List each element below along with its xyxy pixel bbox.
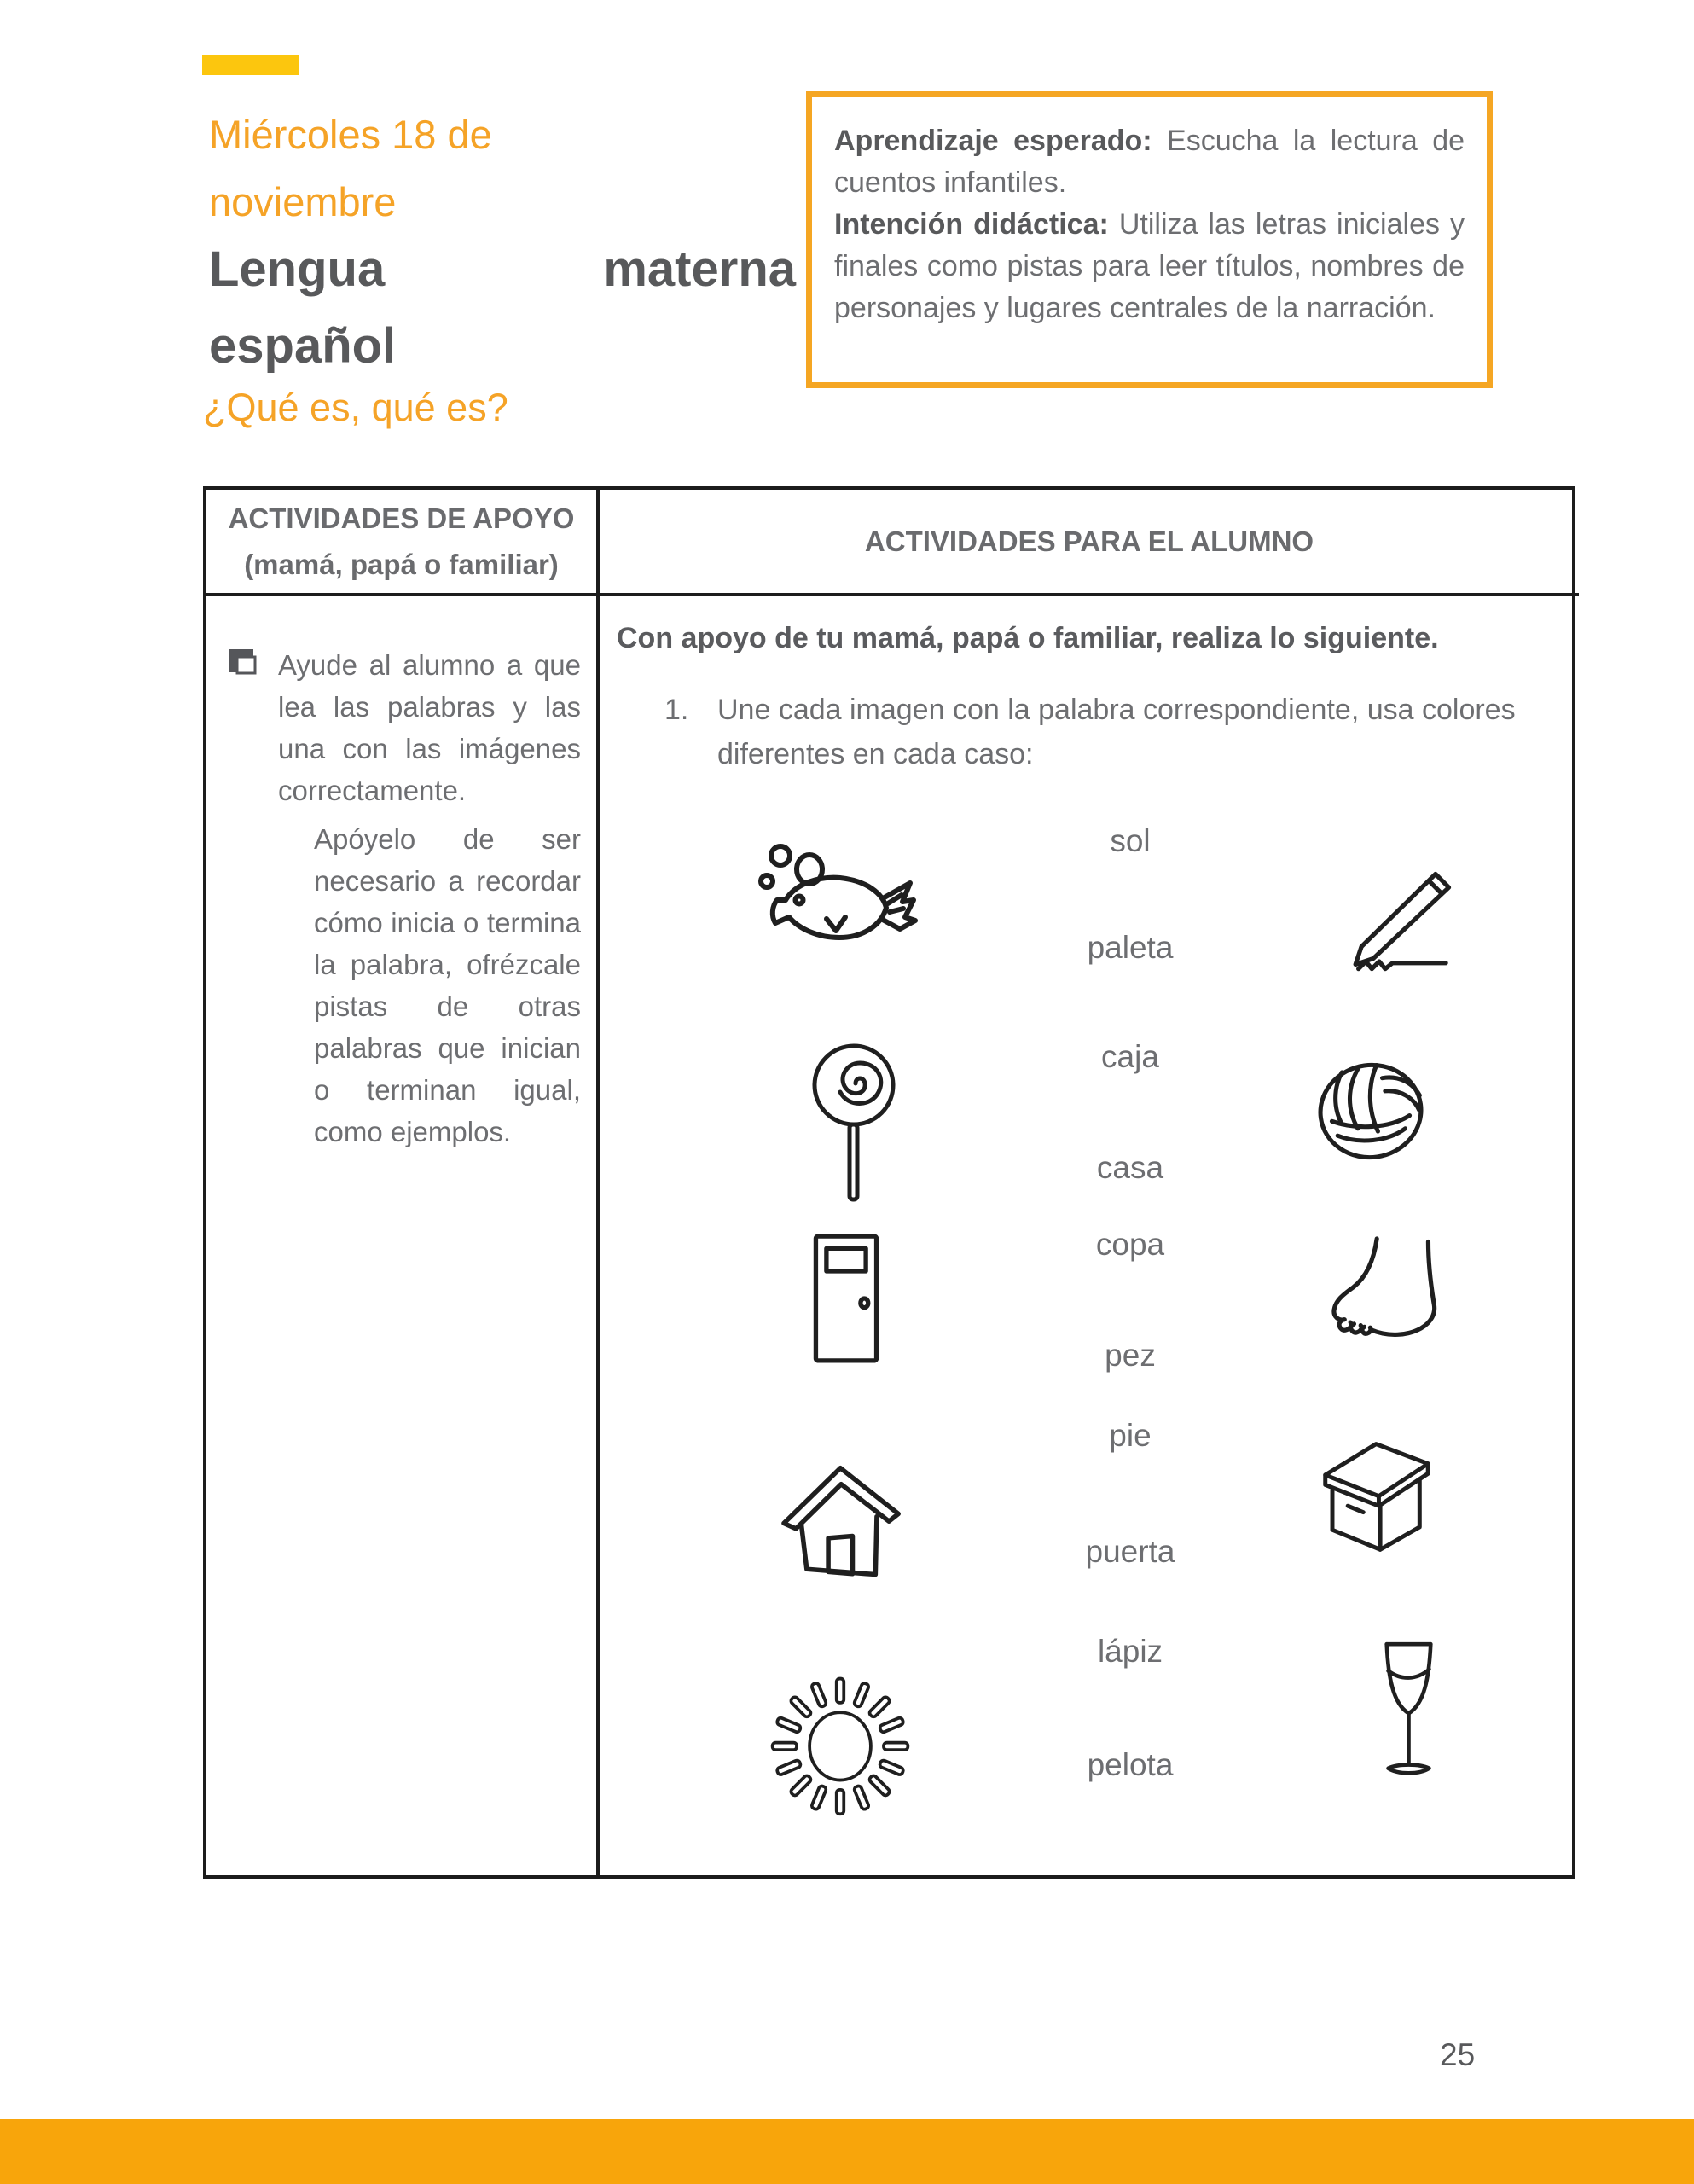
word-pelota: pelota [1087, 1747, 1174, 1782]
date-line1: Miércoles 18 de [209, 112, 492, 157]
instruction-item-text: Une cada imagen con la palabra correspondiente, usa colores diferentes en cada caso: [717, 694, 1516, 770]
subject-line1 [209, 241, 796, 298]
date-heading [209, 101, 492, 235]
house-icon [765, 1455, 914, 1583]
support-bullet-row [229, 644, 583, 811]
word-casa: casa [1096, 1150, 1164, 1185]
instruction-item-1 [617, 688, 1557, 776]
sun-icon [763, 1672, 917, 1817]
activity-title: ¿Qué es, qué es? [203, 386, 508, 429]
expected-learning-paragraph [834, 120, 1465, 204]
matching-exercise [596, 810, 1575, 1877]
table-header-support [206, 490, 600, 596]
table-header-student [600, 490, 1579, 596]
table-header-support-line2: (mamá, papá o familiar) [244, 548, 559, 580]
word-pez: pez [1105, 1338, 1156, 1373]
word-lapiz: lápiz [1097, 1634, 1163, 1669]
lollipop-icon [804, 1034, 902, 1205]
subject-line2: español [209, 318, 397, 374]
page-number: 25 [1440, 2037, 1476, 2072]
subject-heading [209, 241, 796, 375]
word-copa: copa [1095, 1227, 1165, 1262]
word-sol: sol [1110, 823, 1151, 858]
didactic-intent-text: Utiliza las letras iniciales y finales como pistas para leer títulos, nombres de personajes y lugares centrales de la narración. [834, 208, 1465, 324]
support-text-2: Apóyelo de ser necesario a recordar cómo inicia o termina la palabra, ofrézcale pistas de otras palabras que inician o terminan igual, como ejemplos. [314, 823, 581, 1147]
checkbox-bullet-icon [229, 649, 258, 677]
door-icon [808, 1230, 885, 1367]
support-activities-cell [206, 596, 600, 1875]
support-text-1: Ayude al alumno a que lea las palabras y las una con las imágenes correctamente. [278, 649, 581, 806]
table-header-support-line1: ACTIVIDADES DE APOYO [228, 502, 575, 534]
bottom-orange-bar [0, 2119, 1694, 2184]
yellow-accent-bar [202, 55, 299, 75]
date-line2: noviembre [209, 179, 397, 224]
learning-info-box [806, 91, 1493, 388]
subject-word2: materna [603, 241, 796, 297]
instruction-item-number: 1. [664, 694, 689, 726]
word-pie: pie [1109, 1418, 1152, 1453]
expected-learning-text: Escucha la lectura de cuentos infantiles. [834, 125, 1465, 199]
fish-icon [755, 840, 925, 968]
didactic-intent-paragraph [834, 204, 1465, 329]
subject-word1: Lengua [209, 241, 386, 297]
student-intro: Con apoyo de tu mamá, papá o familiar, realiza lo siguiente. [617, 622, 1439, 654]
expected-learning-label: Aprendizaje esperado: [834, 125, 1152, 157]
word-caja: caja [1101, 1039, 1159, 1074]
didactic-intent-label: Intención didáctica: [834, 208, 1109, 241]
word-paleta: paleta [1087, 930, 1174, 965]
word-puerta: puerta [1085, 1534, 1175, 1569]
wine-glass-icon [1368, 1636, 1449, 1786]
table-header-student-text: ACTIVIDADES PARA EL ALUMNO [864, 525, 1314, 557]
